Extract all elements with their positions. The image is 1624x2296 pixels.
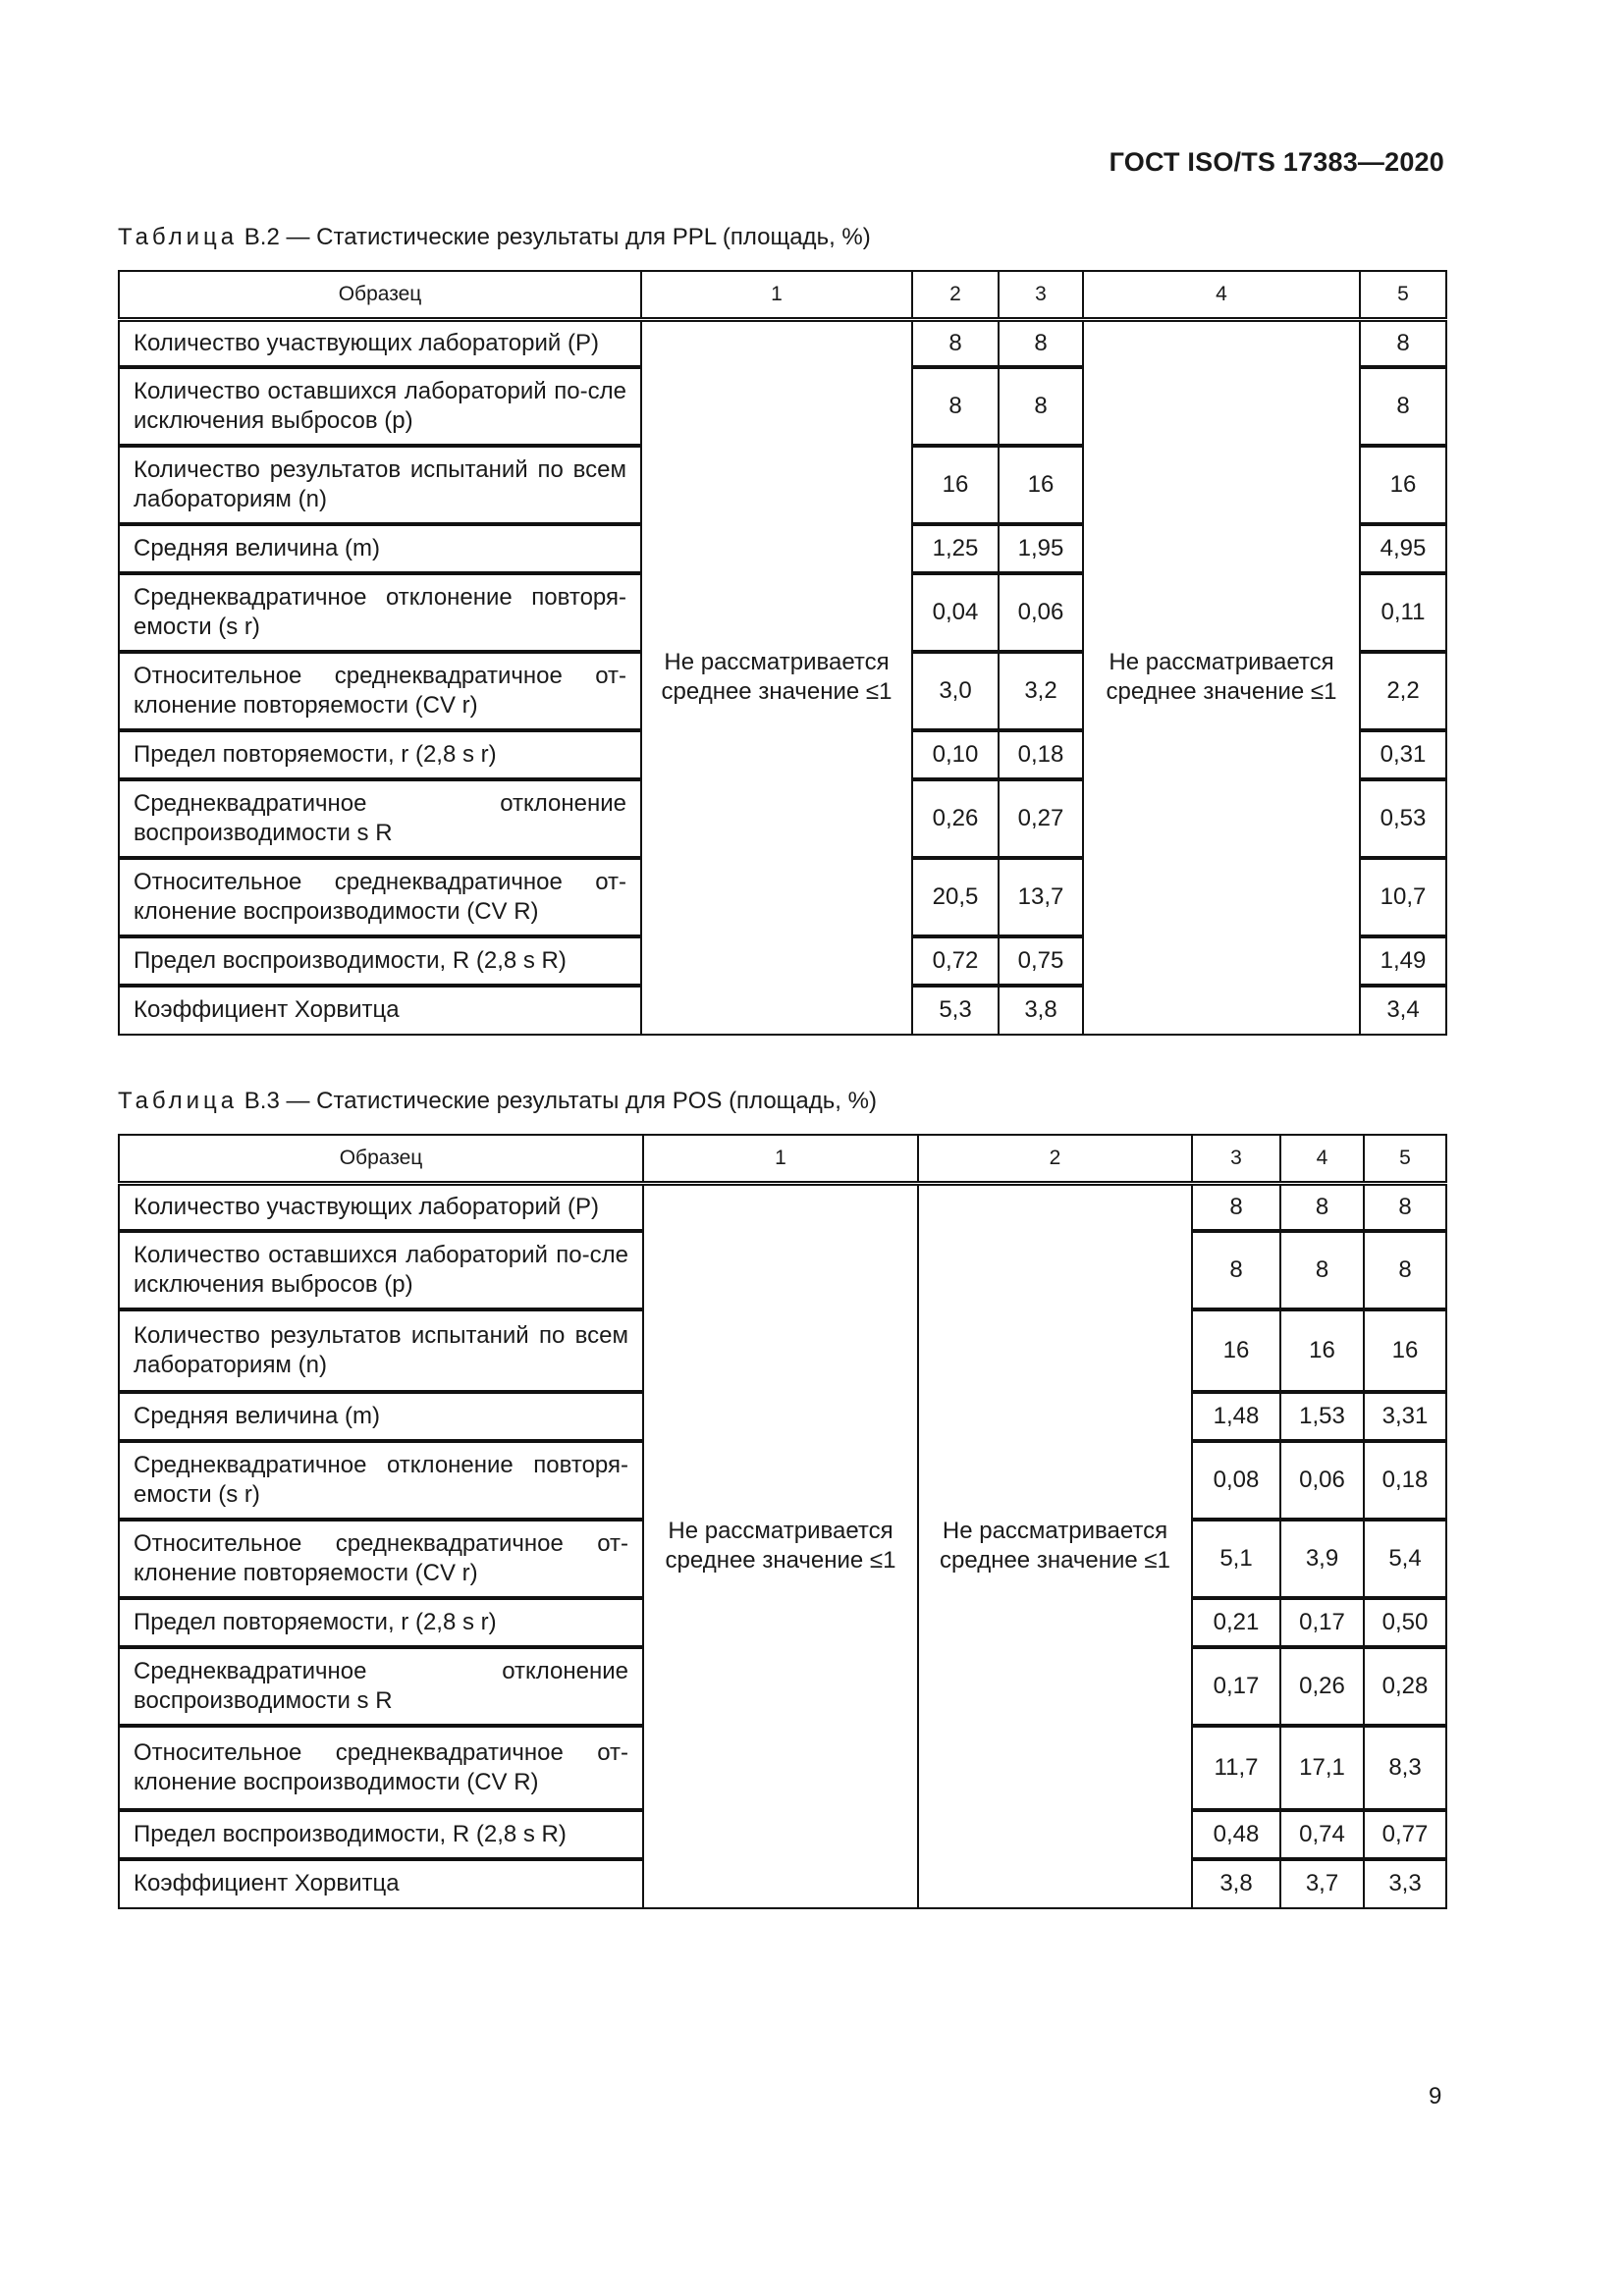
cell-sample-5: 16 xyxy=(1364,1309,1446,1392)
cell-sample-3: 0,06 xyxy=(999,573,1083,652)
cell-sample-5: 3,31 xyxy=(1364,1392,1446,1441)
cell-sample-5: 0,18 xyxy=(1364,1441,1446,1520)
row-label: Предел повторяемости, r (2,8 s r) xyxy=(119,730,641,779)
cell-sample-2: 0,10 xyxy=(912,730,999,779)
cell-sample-3: 16 xyxy=(1192,1309,1280,1392)
cell-sample-5: 8 xyxy=(1364,1184,1446,1231)
row-label: Среднеквадратичное отклонение повторя-емости (s r) xyxy=(119,1441,643,1520)
row-label: Коэффициент Хорвитца xyxy=(119,1859,643,1908)
cell-sample-5: 8 xyxy=(1364,1231,1446,1309)
column-header-5: 5 xyxy=(1360,271,1446,320)
cell-sample-3: 0,48 xyxy=(1192,1810,1280,1859)
cell-sample-5: 8,3 xyxy=(1364,1726,1446,1810)
column-header-2: 2 xyxy=(912,271,999,320)
row-label: Среднеквадратичное отклонение повторя-емости (s r) xyxy=(119,573,641,652)
cell-sample-4: 3,9 xyxy=(1280,1520,1364,1598)
table-b2-caption-prefix: Таблица xyxy=(118,224,239,250)
cell-sample-5: 16 xyxy=(1360,446,1446,524)
column-header-1: 1 xyxy=(643,1135,918,1184)
table-b2 xyxy=(118,270,1447,1036)
column-header-5: 5 xyxy=(1364,1135,1446,1184)
row-label: Количество результатов испытаний по всем лабораториям (n) xyxy=(119,1309,643,1392)
table-b3-caption-prefix: Таблица xyxy=(118,1088,239,1114)
cell-sample-4: 0,17 xyxy=(1280,1598,1364,1647)
column-header-sample: Образец xyxy=(119,1135,643,1184)
merged-note-sample-1: Не рассматривается среднее значение ≤1 xyxy=(641,320,912,1035)
cell-sample-4: 1,53 xyxy=(1280,1392,1364,1441)
cell-sample-5: 0,53 xyxy=(1360,779,1446,858)
column-header-3: 3 xyxy=(1192,1135,1280,1184)
cell-sample-5: 5,4 xyxy=(1364,1520,1446,1598)
row-label: Количество участвующих лабораторий (P) xyxy=(119,320,641,367)
column-header-1: 1 xyxy=(641,271,912,320)
cell-sample-3: 8 xyxy=(999,320,1083,367)
row-label: Средняя величина (m) xyxy=(119,524,641,573)
cell-sample-3: 13,7 xyxy=(999,858,1083,936)
cell-sample-2: 3,0 xyxy=(912,652,999,730)
row-label: Количество участвующих лабораторий (P) xyxy=(119,1184,643,1231)
row-label: Среднеквадратичное отклонение воспроизводимости s R xyxy=(119,1647,643,1726)
cell-sample-5: 4,95 xyxy=(1360,524,1446,573)
cell-sample-3: 5,1 xyxy=(1192,1520,1280,1598)
cell-sample-2: 8 xyxy=(912,320,999,367)
row-label: Относительное среднеквадратичное от-клонение повторяемости (CV r) xyxy=(119,652,641,730)
row-label: Предел повторяемости, r (2,8 s r) xyxy=(119,1598,643,1647)
standard-designation: ГОСТ ISO/TS 17383—2020 xyxy=(1109,147,1444,177)
cell-sample-3: 0,21 xyxy=(1192,1598,1280,1647)
row-label: Предел воспроизводимости, R (2,8 s R) xyxy=(119,1810,643,1859)
cell-sample-2: 8 xyxy=(912,367,999,446)
table-b2-header-row xyxy=(119,271,1446,320)
cell-sample-3: 3,8 xyxy=(999,986,1083,1035)
column-header-3: 3 xyxy=(999,271,1083,320)
cell-sample-4: 8 xyxy=(1280,1231,1364,1309)
cell-sample-5: 0,77 xyxy=(1364,1810,1446,1859)
row-label: Количество результатов испытаний по всем лабораториям (n) xyxy=(119,446,641,524)
cell-sample-5: 8 xyxy=(1360,320,1446,367)
cell-sample-4: 0,26 xyxy=(1280,1647,1364,1726)
cell-sample-4: 3,7 xyxy=(1280,1859,1364,1908)
cell-sample-2: 0,72 xyxy=(912,936,999,986)
cell-sample-5: 10,7 xyxy=(1360,858,1446,936)
cell-sample-2: 16 xyxy=(912,446,999,524)
cell-sample-3: 0,27 xyxy=(999,779,1083,858)
column-header-4: 4 xyxy=(1280,1135,1364,1184)
table-b3 xyxy=(118,1134,1447,1909)
table-row xyxy=(119,1184,1446,1231)
table-b3-caption xyxy=(118,1088,877,1115)
cell-sample-2: 20,5 xyxy=(912,858,999,936)
cell-sample-3: 11,7 xyxy=(1192,1726,1280,1810)
cell-sample-3: 0,75 xyxy=(999,936,1083,986)
row-label: Коэффициент Хорвитца xyxy=(119,986,641,1035)
merged-note-sample-2: Не рассматривается среднее значение ≤1 xyxy=(918,1184,1192,1908)
cell-sample-2: 1,25 xyxy=(912,524,999,573)
cell-sample-3: 8 xyxy=(1192,1231,1280,1309)
table-b2-caption-title: В.2 — Статистические результаты для PPL (площадь, %) xyxy=(238,224,871,250)
cell-sample-4: 8 xyxy=(1280,1184,1364,1231)
table-b2-caption xyxy=(118,224,871,251)
page-number: 9 xyxy=(1429,2083,1442,2109)
cell-sample-3: 8 xyxy=(999,367,1083,446)
merged-note-sample-4: Не рассматривается среднее значение ≤1 xyxy=(1083,320,1360,1035)
column-header-2: 2 xyxy=(918,1135,1192,1184)
table-row xyxy=(119,320,1446,367)
cell-sample-4: 0,74 xyxy=(1280,1810,1364,1859)
row-label: Среднеквадратичное отклонение воспроизводимости s R xyxy=(119,779,641,858)
cell-sample-2: 0,04 xyxy=(912,573,999,652)
merged-note-sample-1: Не рассматривается среднее значение ≤1 xyxy=(643,1184,918,1908)
cell-sample-2: 5,3 xyxy=(912,986,999,1035)
cell-sample-5: 0,31 xyxy=(1360,730,1446,779)
cell-sample-3: 0,18 xyxy=(999,730,1083,779)
row-label: Количество оставшихся лабораторий по-сле исключения выбросов (p) xyxy=(119,1231,643,1309)
cell-sample-4: 0,06 xyxy=(1280,1441,1364,1520)
row-label: Относительное среднеквадратичное от-клонение воспроизводимости (CV R) xyxy=(119,858,641,936)
cell-sample-4: 17,1 xyxy=(1280,1726,1364,1810)
cell-sample-3: 3,2 xyxy=(999,652,1083,730)
row-label: Количество оставшихся лабораторий по-сле исключения выбросов (p) xyxy=(119,367,641,446)
cell-sample-3: 1,95 xyxy=(999,524,1083,573)
row-label: Средняя величина (m) xyxy=(119,1392,643,1441)
cell-sample-3: 16 xyxy=(999,446,1083,524)
cell-sample-5: 3,3 xyxy=(1364,1859,1446,1908)
cell-sample-5: 0,28 xyxy=(1364,1647,1446,1726)
row-label: Относительное среднеквадратичное от-клонение повторяемости (CV r) xyxy=(119,1520,643,1598)
table-b3-header-row xyxy=(119,1135,1446,1184)
cell-sample-3: 0,17 xyxy=(1192,1647,1280,1726)
cell-sample-5: 0,50 xyxy=(1364,1598,1446,1647)
column-header-sample: Образец xyxy=(119,271,641,320)
cell-sample-3: 3,8 xyxy=(1192,1859,1280,1908)
column-header-4: 4 xyxy=(1083,271,1360,320)
cell-sample-5: 0,11 xyxy=(1360,573,1446,652)
cell-sample-2: 0,26 xyxy=(912,779,999,858)
table-b3-caption-title: В.3 — Статистические результаты для POS (площадь, %) xyxy=(238,1088,877,1114)
row-label: Относительное среднеквадратичное от-клонение воспроизводимости (CV R) xyxy=(119,1726,643,1810)
cell-sample-5: 3,4 xyxy=(1360,986,1446,1035)
cell-sample-5: 1,49 xyxy=(1360,936,1446,986)
cell-sample-3: 8 xyxy=(1192,1184,1280,1231)
cell-sample-5: 8 xyxy=(1360,367,1446,446)
row-label: Предел воспроизводимости, R (2,8 s R) xyxy=(119,936,641,986)
cell-sample-5: 2,2 xyxy=(1360,652,1446,730)
cell-sample-3: 1,48 xyxy=(1192,1392,1280,1441)
cell-sample-4: 16 xyxy=(1280,1309,1364,1392)
cell-sample-3: 0,08 xyxy=(1192,1441,1280,1520)
